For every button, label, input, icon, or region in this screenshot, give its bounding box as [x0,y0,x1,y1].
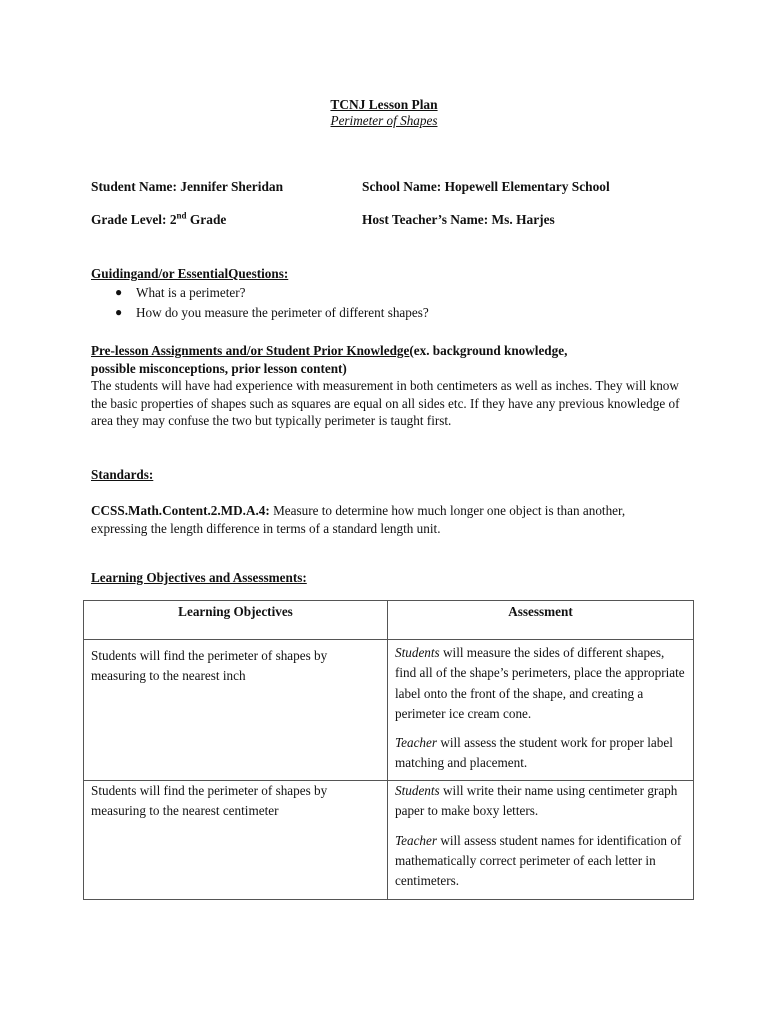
objectives-table [83,600,694,900]
question-text: How do you measure the perimeter of different shapes? [136,305,429,320]
list-item [91,284,429,304]
table-row [84,640,694,781]
column-header-objectives: Learning Objectives [84,601,388,640]
objective-cell [84,781,388,900]
objective-text: Students will find the perimeter of shapes by measuring to the nearest inch [91,648,328,684]
teacher-text: will assess the student work for proper label matching and placement. [395,735,673,771]
school-name: School Name: Hopewell Elementary School [362,179,610,194]
list-item [91,304,429,324]
document-subtitle: Perimeter of Shapes [330,113,438,128]
question-text: What is a perimeter? [136,285,246,300]
grade-level-suffix: Grade [186,212,227,227]
assessment-students [388,640,693,724]
teacher-word: Teacher [395,832,438,848]
assessment-teacher [388,733,693,774]
standard-code: CCSS.Math.Content.2.MD.A.4: [91,503,270,518]
teacher-text: will assess student names for identification of mathematically correct perimeter of each letter in centimeters. [395,832,682,889]
students-word: Students [395,645,440,660]
objective-text: Students will find the perimeter of shapes by measuring to the nearest centimeter [91,783,328,819]
students-text: will write their name using centimeter graph paper to make boxy letters. [395,783,678,819]
standard-text: Measure to determine how much longer one object is than another, expressing the length difference in terms of a standard length unit. [91,503,626,536]
prelesson-heading [91,342,681,377]
prelesson-heading-rest-2: possible misconceptions, prior lesson content) [91,360,347,376]
grade-level [91,211,226,229]
bullet-icon: ● [115,305,123,319]
students-word: Students [395,783,440,798]
prelesson-heading-rest-1: (ex. background knowledge, [409,343,568,358]
students-text: will measure the sides of different shapes, find all of the shape’s perimeters, place the appropriate label onto the front of the shape, and creating a perimeter ice cream cone. [395,645,685,721]
bullet-icon: ● [115,285,123,299]
objective-cell [84,640,388,781]
grade-level-sup: nd [176,210,187,221]
prelesson-heading-underlined: Pre-lesson Assignments and/or Student Prior Knowledge [91,343,410,358]
assessment-students [388,781,693,822]
column-header-assessment: Assessment [388,601,694,640]
assessment-cell [388,640,694,781]
assessment-cell [388,781,694,900]
standards-heading: Standards: [91,467,154,482]
host-teacher: Host Teacher’s Name: Ms. Harjes [362,212,555,227]
standards-body [91,502,681,537]
document-title: TCNJ Lesson Plan [330,97,438,112]
table-header-row [84,601,694,640]
assessment-teacher [388,831,693,892]
table-row [84,781,694,900]
objectives-heading: Learning Objectives and Assessments: [91,570,307,585]
guiding-questions-list [91,284,429,324]
grade-level-prefix: Grade Level: 2 [91,212,177,227]
guiding-questions-heading: Guidingand/or EssentialQuestions: [91,266,289,281]
teacher-word: Teacher [395,735,438,751]
prelesson-body: The students will have had experience with measurement in both centimeters as well as inches. They will know the basic properties of shapes such as squares are equal on all sides etc. If they have any previous knowledge of area they may confuse the two but typically perimeter is taught first. [91,378,680,428]
student-name: Student Name: Jennifer Sheridan [91,179,284,194]
